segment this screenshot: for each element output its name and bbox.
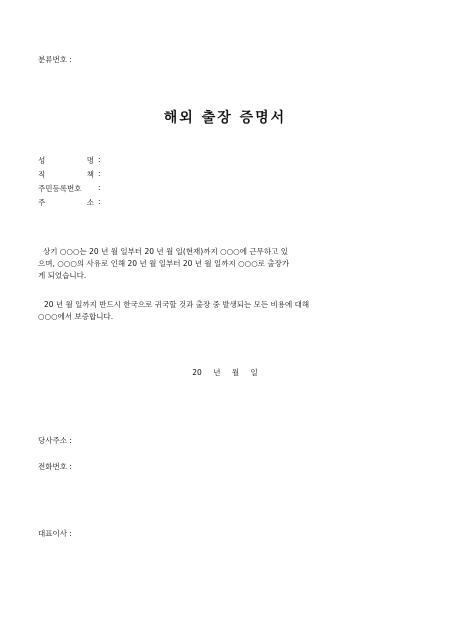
classification-number-label: 분류번호 :	[38, 55, 72, 64]
document-title: 해외 출장 증명서	[163, 110, 287, 126]
field-position-char-1: 직	[38, 170, 46, 179]
representative-label: 대표이사 :	[38, 529, 72, 538]
field-resident-number-label: 주민등록번호	[38, 184, 82, 193]
guarantee-line-1: 20 년 월 일까지 반드시 한국으로 귀국할 것과 출장 중 발생되는 모든 비용에 대해	[44, 300, 310, 309]
field-address-colon: :	[98, 197, 101, 206]
field-name	[38, 155, 101, 166]
company-address-label: 당사주소 :	[38, 436, 72, 445]
guarantee-paragraph	[38, 299, 416, 323]
field-address-char-1: 주	[38, 198, 46, 207]
field-name-char-2: 명	[86, 156, 94, 165]
employment-line-3: 게 되었습니다.	[38, 271, 87, 280]
field-name-char-1: 성	[38, 156, 46, 165]
field-address	[38, 197, 101, 208]
guarantee-line-2: ○○○에서 보증합니다.	[38, 312, 114, 321]
field-position-colon: :	[98, 169, 101, 178]
issue-date: 20 년 월 일	[192, 368, 258, 377]
employment-line-2: 으며, ○○○의 사유로 인해 20 년 월 일부터 20 년 월 일까지 ○○○로 출장가	[38, 259, 290, 268]
field-position	[38, 169, 101, 180]
field-resident-number	[38, 183, 101, 194]
phone-number-label: 전화번호 :	[38, 462, 72, 471]
field-name-colon: :	[98, 155, 101, 164]
employment-line-1: 상기 ○○○는 20 년 월 일부터 20 년 월 일(현재)까지 ○○○에 근무하고 있	[43, 247, 288, 256]
field-address-char-2: 소	[86, 198, 94, 207]
field-position-char-2: 책	[86, 170, 94, 179]
employment-paragraph	[38, 246, 416, 282]
field-resident-number-colon: :	[98, 183, 101, 192]
